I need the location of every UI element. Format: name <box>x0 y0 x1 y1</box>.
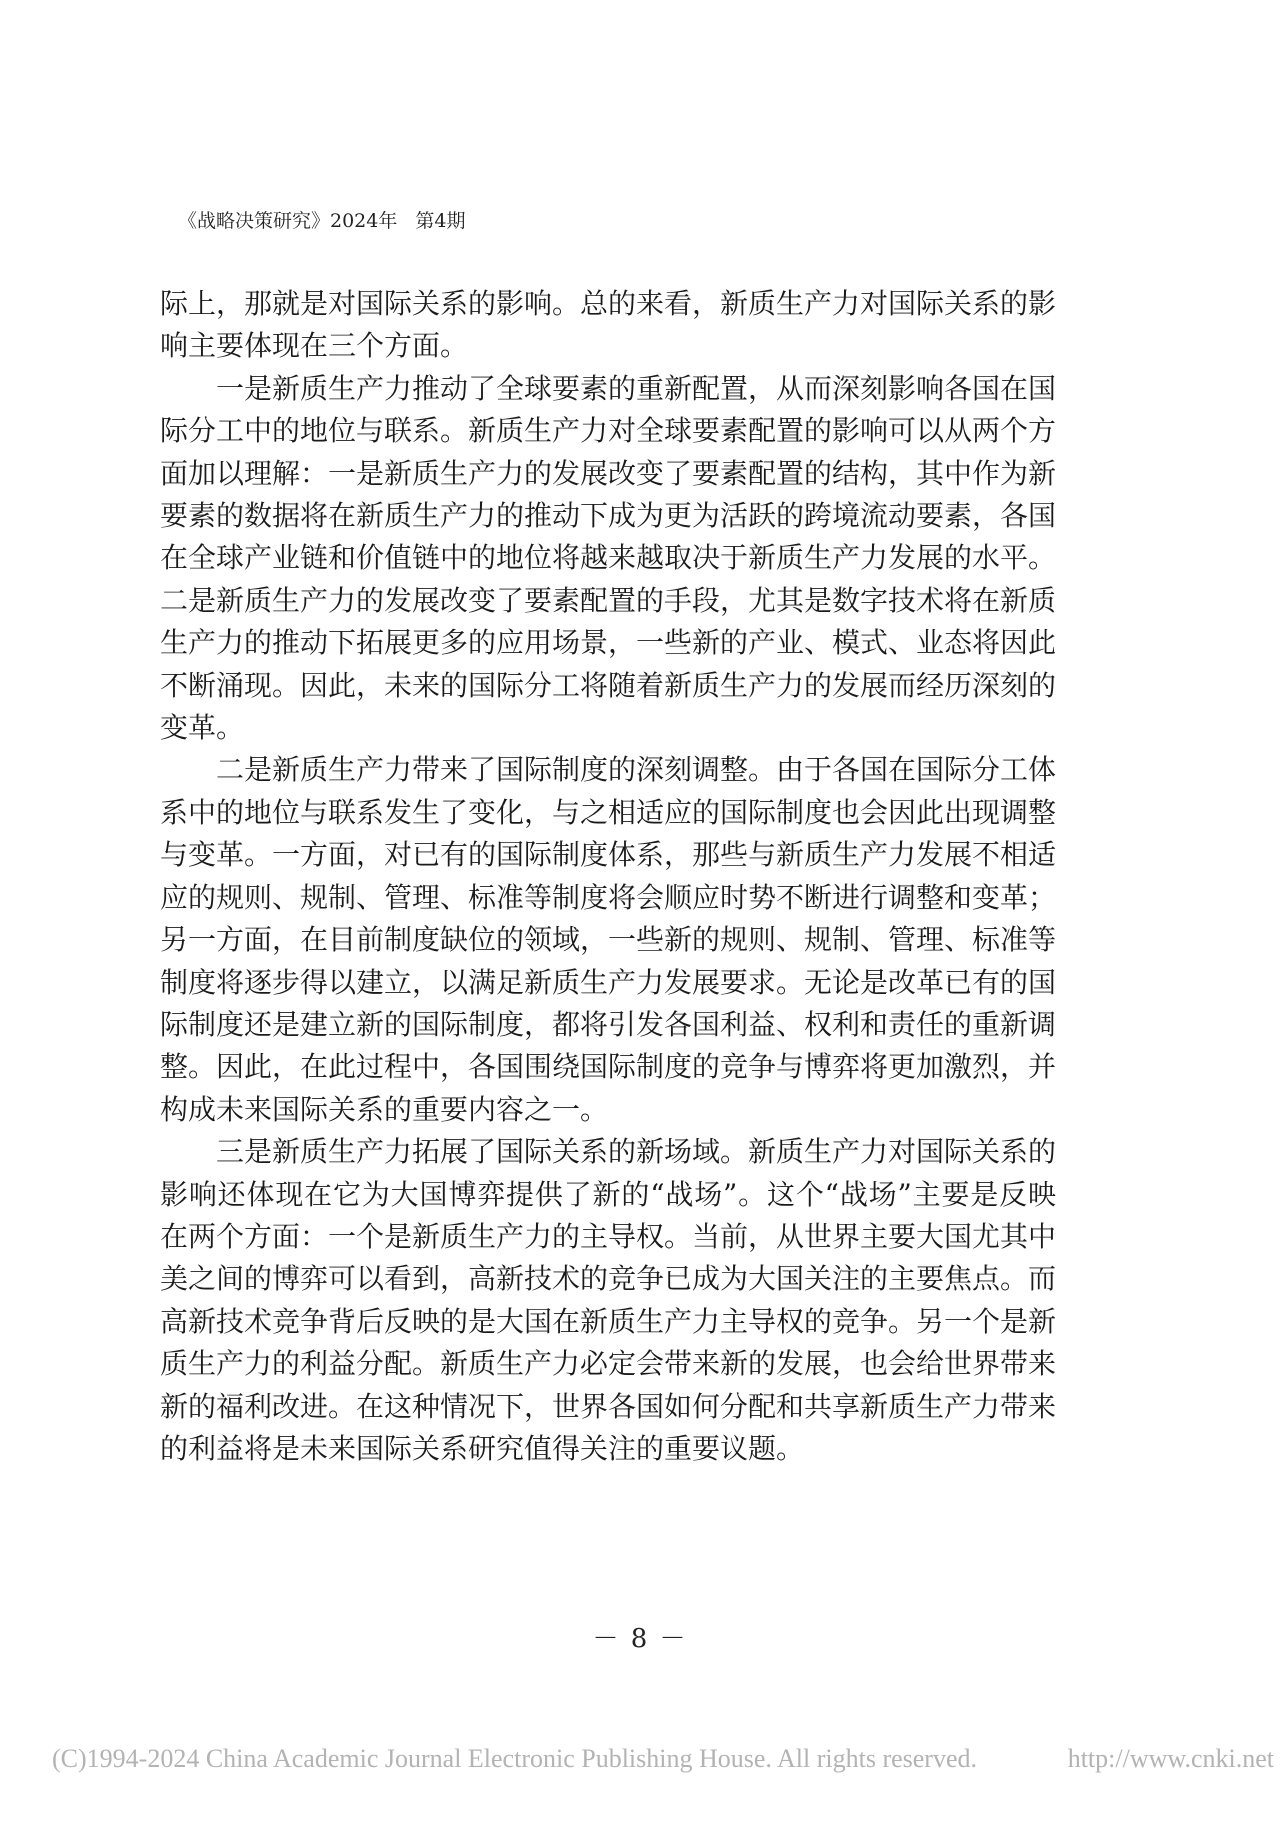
paragraph-continuation: 际上，那就是对国际关系的影响。总的来看，新质生产力对国际关系的影响主要体现在三个方面。 <box>160 287 1057 363</box>
issue-number: 第4期 <box>415 210 466 232</box>
paragraph-first-point: 一是新质生产力推动了全球要素的重新配置，从而深刻影响各国在国际分工中的地位与联系。新质生产力对全球要素配置的影响可以从两个方面加以理解：一是新质生产力的发展改变了要素配置的结构，其中作为新要素的数据将在新质生产力的推动下成为更为活跃的跨境流动要素，各国在全球产业链和价值链中的地位将越来越取决于新质生产力发展的水平。二是新质生产力的发展改变了要素配置的手段，尤其是数字技术将在新质生产力的推动下拓展更多的应用场景，一些新的产业、模式、业态将因此不断涌现。因此，未来的国际分工将随着新质生产力的发展而经历深刻的变革。 <box>160 371 1057 745</box>
article-body <box>160 283 1056 1470</box>
copyright-footer <box>52 1744 1274 1774</box>
journal-title: 《战略决策研究》2024年 <box>178 210 398 232</box>
cnki-link[interactable]: http://www.cnki.net <box>1067 1744 1274 1773</box>
paragraph-second-point: 二是新质生产力带来了国际制度的深刻调整。由于各国在国际分工体系中的地位与联系发生了变化，与之相适应的国际制度也会因此出现调整与变革。一方面，对已有的国际制度体系，那些与新质生产力发展不相适应的规则、规制、管理、标准等制度将会顺应时势不断进行调整和变革；另一方面，在目前制度缺位的领域，一些新的规则、规制、管理、标准等制度将逐步得以建立，以满足新质生产力发展要求。无论是改革已有的国际制度还是建立新的国际制度，都将引发各国利益、权利和责任的重新调整。因此，在此过程中，各国围绕国际制度的竞争与博弈将更加激烈，并构成未来国际关系的重要内容之一。 <box>160 753 1057 1126</box>
copyright-notice: (C)1994-2024 China Academic Journal Electronic Publishing House. All rights reserved. <box>52 1744 977 1773</box>
paragraph-third-point: 三是新质生产力拓展了国际关系的新场域。新质生产力对国际关系的影响还体现在它为大国博弈提供了新的“战场”。这个“战场”主要是反映在两个方面：一个是新质生产力的主导权。当前，从世界主要大国尤其中美之间的博弈可以看到，高新技术的竞争已成为大国关注的主要焦点。而高新技术竞争背后反映的是大国在新质生产力主导权的竞争。另一个是新质生产力的利益分配。新质生产力必定会带来新的发展，也会给世界带来新的福利改进。在这种情况下，世界各国如何分配和共享新质生产力带来的利益将是未来国际关系研究值得关注的重要议题。 <box>160 1135 1057 1465</box>
running-header <box>178 206 465 233</box>
page-number: － 8 － <box>592 1624 688 1654</box>
